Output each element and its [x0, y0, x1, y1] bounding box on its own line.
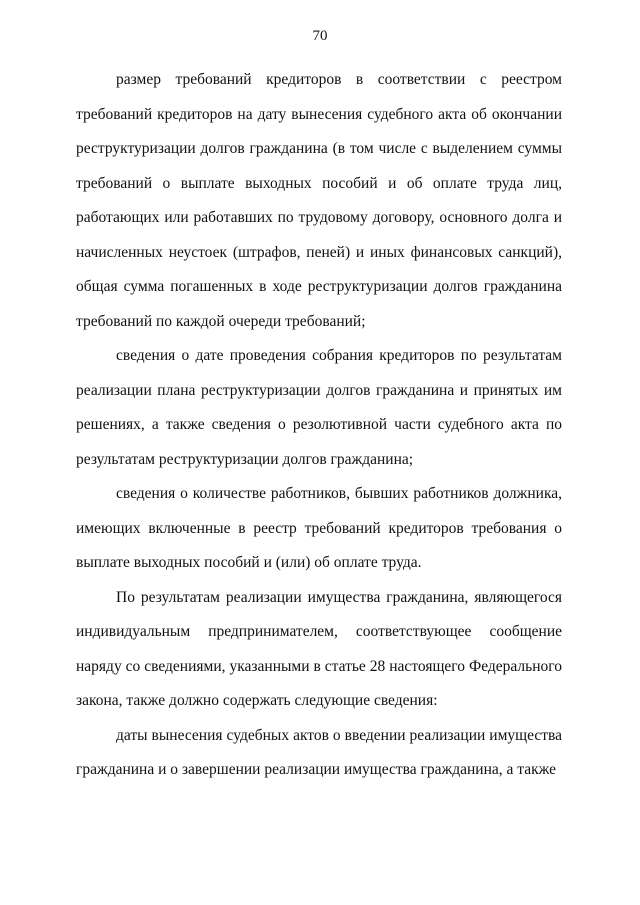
paragraph-employees-count: сведения о количестве работников, бывших работников должника, имеющих включенные в реестр требований кредиторов требования о выплате выходных пособий и (или) об оплате труда. — [76, 485, 562, 571]
page-number: 70 — [312, 28, 328, 44]
paragraph-creditors-meeting: сведения о дате проведения собрания кредиторов по результатам реализации плана реструктуризации долгов гражданина и принятых им решениях, а также сведения о резолютивной части судебного акта по результатам реструктуризации долгов гражданина; — [76, 347, 562, 468]
document-body — [76, 63, 562, 788]
paragraph-court-acts-dates: даты вынесения судебных актов о введении реализации имущества гражданина и о завершении реализации имущества гражданина, а также — [76, 726, 562, 778]
paragraph-entrepreneur-property-sale: По результатам реализации имущества гражданина, являющегося индивидуальным предпринимателем, соответствующее сообщение наряду со сведениями, указанными в статье 28 настоящего Федерального закона, также должно содержать следующие сведения: — [76, 588, 562, 709]
paragraph-creditor-claims: размер требований кредиторов в соответствии с реестром требований кредиторов на дату вынесения судебного акта об окончании реструктуризации долгов гражданина (в том числе с выделением суммы требований о выплате выходных пособий и об оплате труда лиц, работающих или работавших по трудовому договору, основного долга и начисленных неустоек (штрафов, пеней) и иных финансовых санкций), общая сумма погашенных в ходе реструктуризации долгов гражданина требований по каждой очереди требований; — [76, 71, 562, 330]
